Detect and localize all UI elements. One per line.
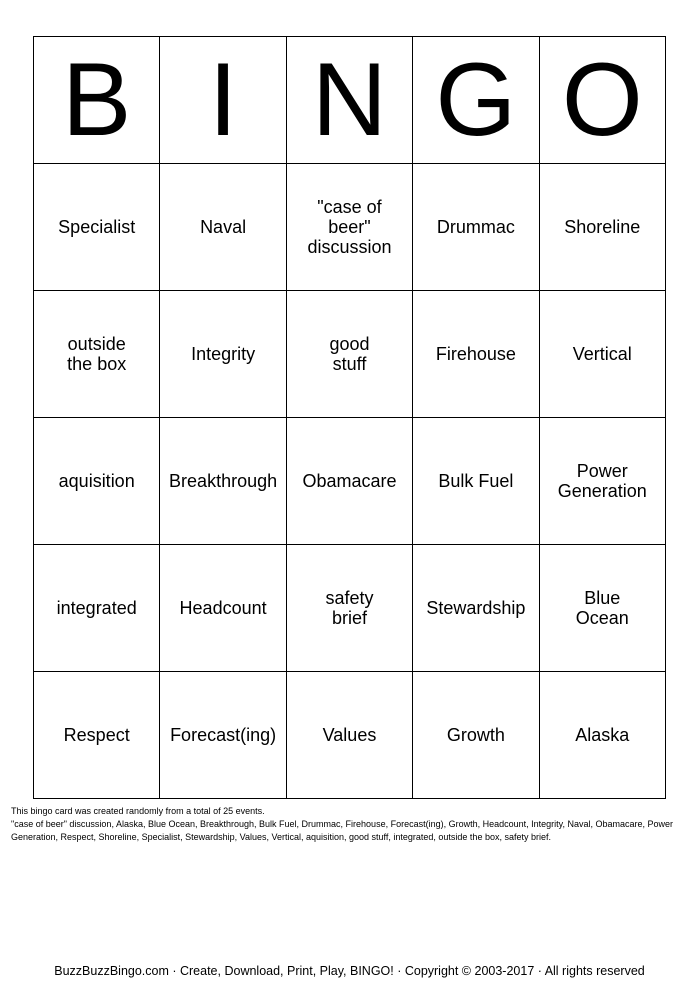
bingo-cell: Forecast(ing) [160,672,286,799]
bingo-cell: Obamacare [286,418,412,545]
footnote-intro: This bingo card was created randomly from a total of 25 events. [11,806,265,816]
bingo-cell: Integrity [160,291,286,418]
bingo-cell: outside the box [34,291,160,418]
bingo-row [34,672,666,799]
bingo-cell: Headcount [160,545,286,672]
bingo-card [33,36,666,799]
bingo-cell: Breakthrough [160,418,286,545]
bingo-cell: Shoreline [539,164,665,291]
header-letter-o: O [539,37,665,164]
bingo-cell: Vertical [539,291,665,418]
bingo-cell: Drummac [413,164,539,291]
header-letter-i: I [160,37,286,164]
footnote-event-list: "case of beer" discussion, Alaska, Blue Ocean, Breakthrough, Bulk Fuel, Drummac, Firehouse, Forecast(ing), Growth, Headcount, Integrity, Naval, Obamacare, Power Generation, Respect, Shoreline, Specialist, Stewardship, Values, Vertical, aquisition, good stuff, integrated, outside the box, safety brief. [11,819,674,842]
bingo-row [34,291,666,418]
bingo-cell: Growth [413,672,539,799]
bingo-cell: good stuff [286,291,412,418]
bingo-header-row [34,37,666,164]
bingo-row [34,418,666,545]
bingo-cell: Alaska [539,672,665,799]
bingo-row [34,164,666,291]
bingo-cell: aquisition [34,418,160,545]
bingo-cell: Values [286,672,412,799]
bingo-cell: Stewardship [413,545,539,672]
bingo-cell: Respect [34,672,160,799]
header-letter-n: N [286,37,412,164]
bingo-cell: Power Generation [539,418,665,545]
card-footnote [11,805,691,844]
bingo-row [34,545,666,672]
bingo-cell: integrated [34,545,160,672]
header-letter-g: G [413,37,539,164]
page-footer: BuzzBuzzBingo.com · Create, Download, Print, Play, BINGO! · Copyright © 2003-2017 · All rights reserved [54,964,645,978]
bingo-cell: Firehouse [413,291,539,418]
bingo-cell: Bulk Fuel [413,418,539,545]
bingo-cell: "case of beer" discussion [286,164,412,291]
bingo-cell: Naval [160,164,286,291]
bingo-cell: Specialist [34,164,160,291]
header-letter-b: B [34,37,160,164]
bingo-cell: safety brief [286,545,412,672]
bingo-cell: Blue Ocean [539,545,665,672]
